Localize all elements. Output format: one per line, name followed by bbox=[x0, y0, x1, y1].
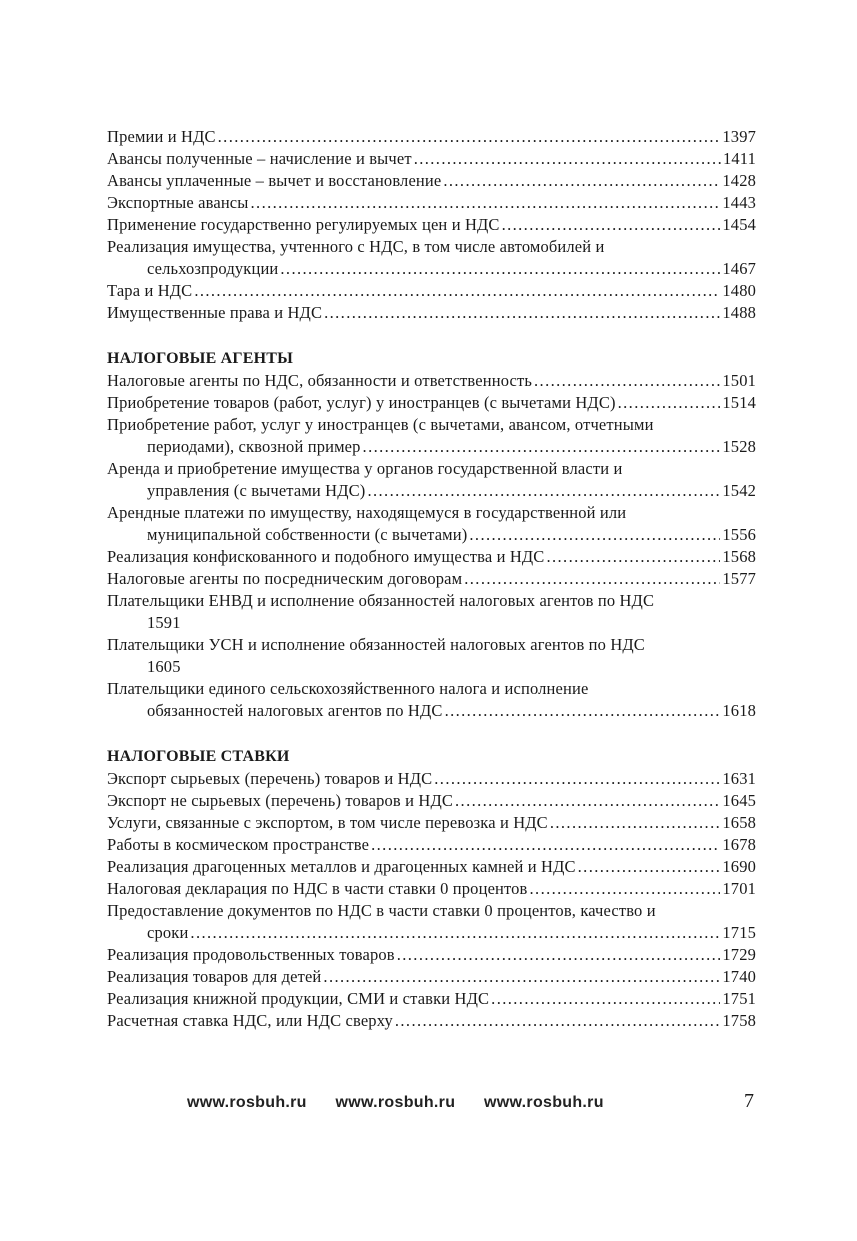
toc-entry-title: Налоговые агенты по посредническим договорам bbox=[107, 569, 463, 588]
toc-entry-title: Арендные платежи по имуществу, находящемуся в государственной или bbox=[107, 503, 627, 522]
toc-entry-page: 1556 bbox=[722, 525, 756, 544]
toc-entry-page: 1488 bbox=[722, 303, 756, 322]
page-number: 7 bbox=[744, 1090, 754, 1112]
toc-entry-title: Аренда и приобретение имущества у органов государственной власти и bbox=[107, 459, 623, 478]
toc-entry-page: 1605 bbox=[147, 657, 181, 676]
toc-entry[interactable] bbox=[107, 768, 756, 790]
toc-entry[interactable] bbox=[107, 458, 756, 502]
toc-entry-title: Реализация драгоценных металлов и драгоценных камней и НДС bbox=[107, 857, 576, 876]
dot-leader bbox=[367, 480, 720, 502]
footer-links bbox=[187, 1094, 628, 1112]
dot-leader bbox=[469, 524, 720, 546]
toc-entry[interactable] bbox=[107, 192, 756, 214]
dot-leader bbox=[218, 126, 721, 148]
toc-section bbox=[107, 348, 756, 722]
toc-entry[interactable] bbox=[107, 126, 756, 148]
section-heading: НАЛОГОВЫЕ СТАВКИ bbox=[107, 748, 290, 765]
toc-entry[interactable] bbox=[107, 678, 756, 722]
toc-entry-title: Расчетная ставка НДС, или НДС сверху bbox=[107, 1011, 393, 1030]
toc-entry-title: Предоставление документов по НДС в части ставки 0 процентов, качество и bbox=[107, 901, 656, 920]
toc-entry-title: Приобретение товаров (работ, услуг) у иностранцев (с вычетами НДС) bbox=[107, 393, 616, 412]
toc-entry[interactable] bbox=[107, 988, 756, 1010]
toc-entry[interactable] bbox=[107, 590, 756, 634]
toc-entry-page: 1690 bbox=[722, 857, 756, 876]
dot-leader bbox=[530, 878, 721, 900]
toc-entry-title: Реализация имущества, учтенного с НДС, в том числе автомобилей и bbox=[107, 237, 605, 256]
toc-entry-page: 1454 bbox=[722, 215, 756, 234]
toc-entry-page: 1568 bbox=[722, 547, 756, 566]
toc-entry-page: 1701 bbox=[722, 879, 756, 898]
dot-leader bbox=[502, 214, 721, 236]
footer-link[interactable]: www.rosbuh.ru bbox=[187, 1094, 307, 1111]
dot-leader bbox=[578, 856, 721, 878]
toc-entry[interactable] bbox=[107, 900, 756, 944]
dot-leader bbox=[546, 546, 720, 568]
dot-leader bbox=[464, 568, 720, 590]
toc-entry-page: 1411 bbox=[723, 149, 756, 168]
toc-entry-page: 1443 bbox=[722, 193, 756, 212]
toc-entry-page: 1591 bbox=[147, 613, 181, 632]
toc-entry-title: Реализация конфискованного и подобного имущества и НДС bbox=[107, 547, 545, 566]
toc-entry[interactable] bbox=[107, 878, 756, 900]
toc-entry-page: 1758 bbox=[722, 1011, 756, 1030]
table-of-contents bbox=[107, 126, 756, 1032]
toc-entry-title: Работы в космическом пространстве bbox=[107, 835, 370, 854]
toc-entry-title: Реализация книжной продукции, СМИ и ставки НДС bbox=[107, 989, 490, 1008]
toc-entry-title: Плательщики УСН и исполнение обязанностей налоговых агентов по НДС bbox=[107, 635, 645, 654]
dot-leader bbox=[455, 790, 720, 812]
toc-entry-title: Услуги, связанные с экспортом, в том числе перевозка и НДС bbox=[107, 813, 548, 832]
dot-leader bbox=[190, 922, 720, 944]
toc-entry-title: Авансы полученные – начисление и вычет bbox=[107, 149, 412, 168]
toc-entry[interactable] bbox=[107, 812, 756, 834]
toc-section bbox=[107, 126, 756, 324]
toc-entry[interactable] bbox=[107, 856, 756, 878]
dot-leader bbox=[445, 700, 721, 722]
section-heading: НАЛОГОВЫЕ АГЕНТЫ bbox=[107, 350, 294, 367]
dot-leader bbox=[550, 812, 721, 834]
toc-entry-title: Экспорт сырьевых (перечень) товаров и НДС bbox=[107, 769, 433, 788]
toc-entry-page: 1618 bbox=[722, 701, 756, 720]
toc-entry[interactable] bbox=[107, 214, 756, 236]
toc-section bbox=[107, 746, 756, 1032]
dot-leader bbox=[397, 944, 721, 966]
toc-entry-page: 1528 bbox=[722, 437, 756, 456]
toc-entry-title-continued: муниципальной собственности (с вычетами) bbox=[147, 525, 468, 544]
toc-entry-page: 1631 bbox=[722, 769, 756, 788]
page-footer bbox=[107, 1092, 756, 1118]
toc-entry-page: 1501 bbox=[722, 371, 756, 390]
toc-entry-title-continued: сельхозпродукции bbox=[147, 259, 279, 278]
dot-leader bbox=[371, 834, 720, 856]
toc-entry[interactable] bbox=[107, 834, 756, 856]
toc-entry-page: 1645 bbox=[722, 791, 756, 810]
toc-entry[interactable] bbox=[107, 302, 756, 324]
dot-leader bbox=[395, 1010, 721, 1032]
toc-entry-page: 1751 bbox=[722, 989, 756, 1008]
toc-entry[interactable] bbox=[107, 392, 756, 414]
toc-entry-title: Экспортные авансы bbox=[107, 193, 249, 212]
dot-leader bbox=[324, 302, 720, 324]
dot-leader bbox=[280, 258, 720, 280]
toc-entry[interactable] bbox=[107, 790, 756, 812]
toc-entry-title: Имущественные права и НДС bbox=[107, 303, 323, 322]
toc-entry-title: Налоговые агенты по НДС, обязанности и ответственность bbox=[107, 371, 533, 390]
dot-leader bbox=[434, 768, 720, 790]
toc-entry[interactable] bbox=[107, 370, 756, 392]
toc-entry-title-continued: периодами), сквозной пример bbox=[147, 437, 361, 456]
toc-entry-title: Плательщики ЕНВД и исполнение обязанностей налоговых агентов по НДС bbox=[107, 591, 655, 610]
toc-entry-title: Тара и НДС bbox=[107, 281, 193, 300]
toc-entry-page: 1678 bbox=[722, 835, 756, 854]
dot-leader bbox=[491, 988, 720, 1010]
toc-entry[interactable] bbox=[107, 634, 756, 678]
toc-entry-title-continued: управления (с вычетами НДС) bbox=[147, 481, 366, 500]
footer-link[interactable]: www.rosbuh.ru bbox=[335, 1094, 456, 1111]
toc-entry[interactable] bbox=[107, 1010, 756, 1032]
toc-entry-title: Плательщики единого сельскохозяйственного налога и исполнение bbox=[107, 679, 589, 698]
toc-entry[interactable] bbox=[107, 546, 756, 568]
dot-leader bbox=[323, 966, 720, 988]
toc-entry-page: 1715 bbox=[722, 923, 756, 942]
toc-entry-title: Налоговая декларация по НДС в части ставки 0 процентов bbox=[107, 879, 528, 898]
toc-entry[interactable] bbox=[107, 502, 756, 546]
toc-entry-title: Премии и НДС bbox=[107, 127, 216, 146]
toc-entry-title-continued: сроки bbox=[147, 923, 189, 942]
dot-leader bbox=[251, 192, 721, 214]
toc-entry-page: 1740 bbox=[722, 967, 756, 986]
footer-link[interactable]: www.rosbuh.ru bbox=[484, 1094, 604, 1111]
toc-entry-page: 1577 bbox=[722, 569, 756, 588]
dot-leader bbox=[618, 392, 721, 414]
dot-leader bbox=[443, 170, 720, 192]
toc-entry-page: 1467 bbox=[722, 259, 756, 278]
toc-entry[interactable] bbox=[107, 170, 756, 192]
toc-entry-title-continued: обязанностей налоговых агентов по НДС bbox=[147, 701, 443, 720]
toc-entry-page: 1729 bbox=[722, 945, 756, 964]
toc-entry[interactable] bbox=[107, 414, 756, 458]
toc-entry-title: Приобретение работ, услуг у иностранцев (с вычетами, авансом, отчетными bbox=[107, 415, 654, 434]
toc-entry[interactable] bbox=[107, 568, 756, 590]
toc-entry-title: Применение государственно регулируемых цен и НДС bbox=[107, 215, 500, 234]
dot-leader bbox=[194, 280, 720, 302]
dot-leader bbox=[534, 370, 720, 392]
dot-leader bbox=[363, 436, 721, 458]
toc-entry-page: 1514 bbox=[722, 393, 756, 412]
toc-entry-page: 1480 bbox=[722, 281, 756, 300]
toc-entry-page: 1542 bbox=[722, 481, 756, 500]
toc-entry-title: Авансы уплаченные – вычет и восстановление bbox=[107, 171, 442, 190]
toc-entry-page: 1397 bbox=[722, 127, 756, 146]
toc-entry-title: Реализация продовольственных товаров bbox=[107, 945, 395, 964]
toc-entry-title: Экспорт не сырьевых (перечень) товаров и НДС bbox=[107, 791, 454, 810]
toc-entry-title: Реализация товаров для детей bbox=[107, 967, 322, 986]
toc-entry[interactable] bbox=[107, 236, 756, 280]
dot-leader bbox=[414, 148, 721, 170]
toc-entry[interactable] bbox=[107, 148, 756, 170]
toc-entry[interactable] bbox=[107, 944, 756, 966]
toc-entry-page: 1658 bbox=[722, 813, 756, 832]
toc-entry-page: 1428 bbox=[722, 171, 756, 190]
toc-entry[interactable] bbox=[107, 280, 756, 302]
toc-entry[interactable] bbox=[107, 966, 756, 988]
